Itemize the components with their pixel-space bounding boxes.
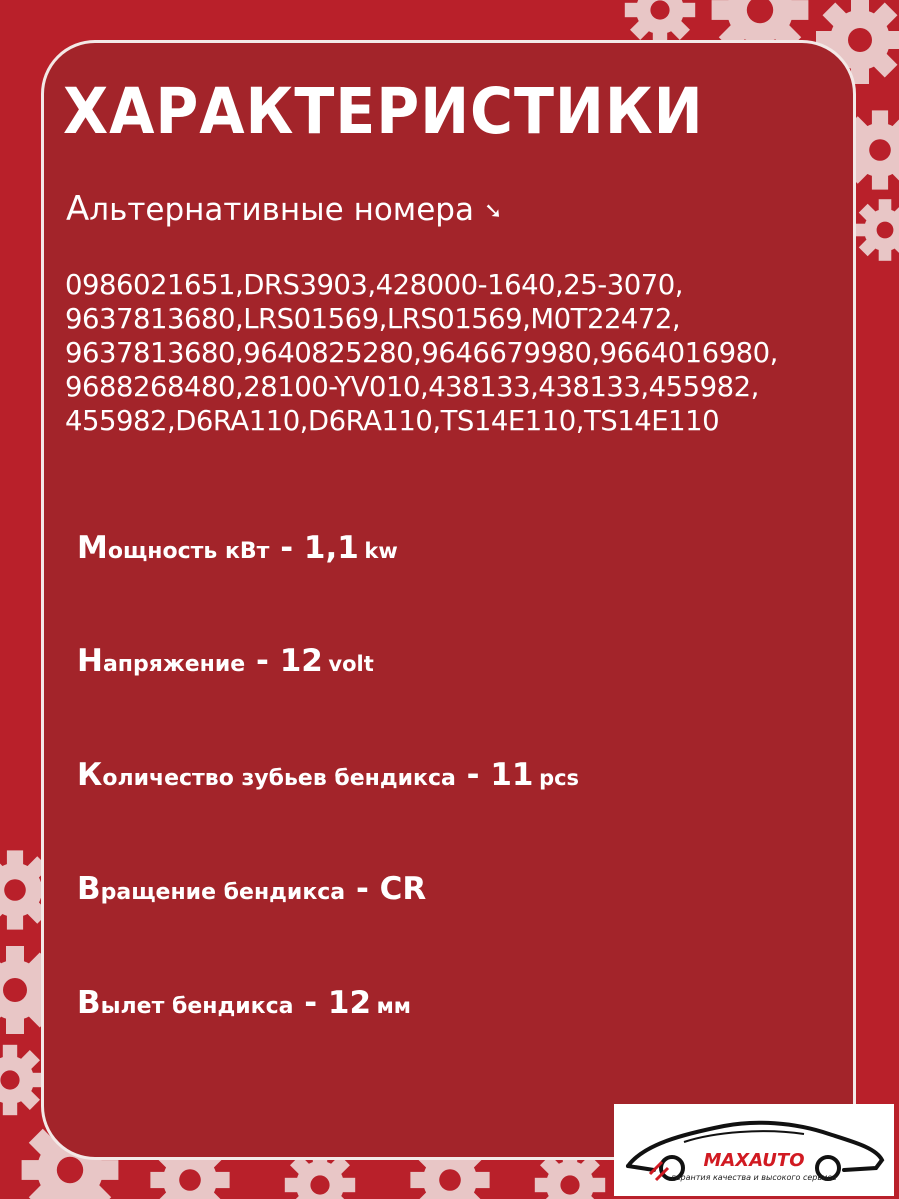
alt-numbers-list [65, 268, 845, 438]
brand-logo [614, 1104, 894, 1196]
alt-numbers-line: 455982,D6RA110,D6RA110,TS14E110,TS14E110 [65, 405, 720, 437]
gear-icon [854, 199, 899, 261]
spec-label: ылет бендикса [100, 994, 294, 1019]
spec-separator: - [245, 643, 280, 679]
alt-numbers-heading [66, 189, 503, 229]
gear-icon [625, 0, 695, 45]
spec-label-initial: В [77, 985, 101, 1021]
spec-value: 12 [327, 985, 372, 1021]
spec-label: ощность кВт [107, 539, 270, 564]
alt-numbers-line: 9688268480,28100-YV010,438133,438133,455982, [65, 371, 759, 403]
spec-unit: kw [364, 539, 398, 563]
spec-unit: мм [376, 994, 411, 1018]
spec-power [77, 530, 398, 566]
spec-teeth-count [77, 757, 580, 793]
spec-rotation [77, 871, 427, 907]
alt-numbers-line: 9637813680,9640825280,9646679980,9664016980, [65, 337, 778, 369]
spec-label: апряжение [102, 652, 246, 677]
alt-numbers-line: 9637813680,LRS01569,LRS01569,M0T22472, [65, 303, 681, 335]
spec-value: 11 [490, 757, 534, 793]
spec-separator: - [269, 530, 304, 566]
spec-value: CR [379, 871, 427, 907]
spec-label-initial: Н [77, 643, 103, 679]
brand-logo-name: MAXAUTO [703, 1150, 805, 1171]
spec-offset [77, 985, 411, 1021]
spec-label-initial: М [77, 530, 108, 566]
brand-logo-slogan: гарантия качества и высокого сервиса [671, 1173, 837, 1182]
alt-numbers-heading-text: льтернативные номера [89, 192, 474, 228]
spec-unit: pcs [539, 766, 580, 790]
page-title: ХАРАКТЕРИСТИКИ [63, 75, 704, 148]
spec-label-initial: В [77, 871, 101, 907]
spec-label-initial: К [77, 757, 103, 793]
spec-value: 12 [279, 643, 323, 679]
spec-separator: - [345, 871, 380, 907]
spec-label: оличество зубьев бендикса [102, 766, 456, 791]
arrow-down-right-icon: ➘ [483, 199, 503, 224]
alt-numbers-line: 0986021651,DRS3903,428000-1640,25-3070, [65, 269, 683, 301]
spec-unit: volt [328, 652, 374, 676]
spec-voltage [77, 643, 374, 679]
spec-value: 1,1 [303, 530, 359, 566]
spec-label: ращение бендикса [100, 880, 346, 905]
spec-separator: - [455, 757, 491, 793]
gear-icon [0, 1045, 45, 1115]
spec-separator: - [293, 985, 328, 1021]
alt-numbers-heading-initial: А [66, 189, 90, 229]
